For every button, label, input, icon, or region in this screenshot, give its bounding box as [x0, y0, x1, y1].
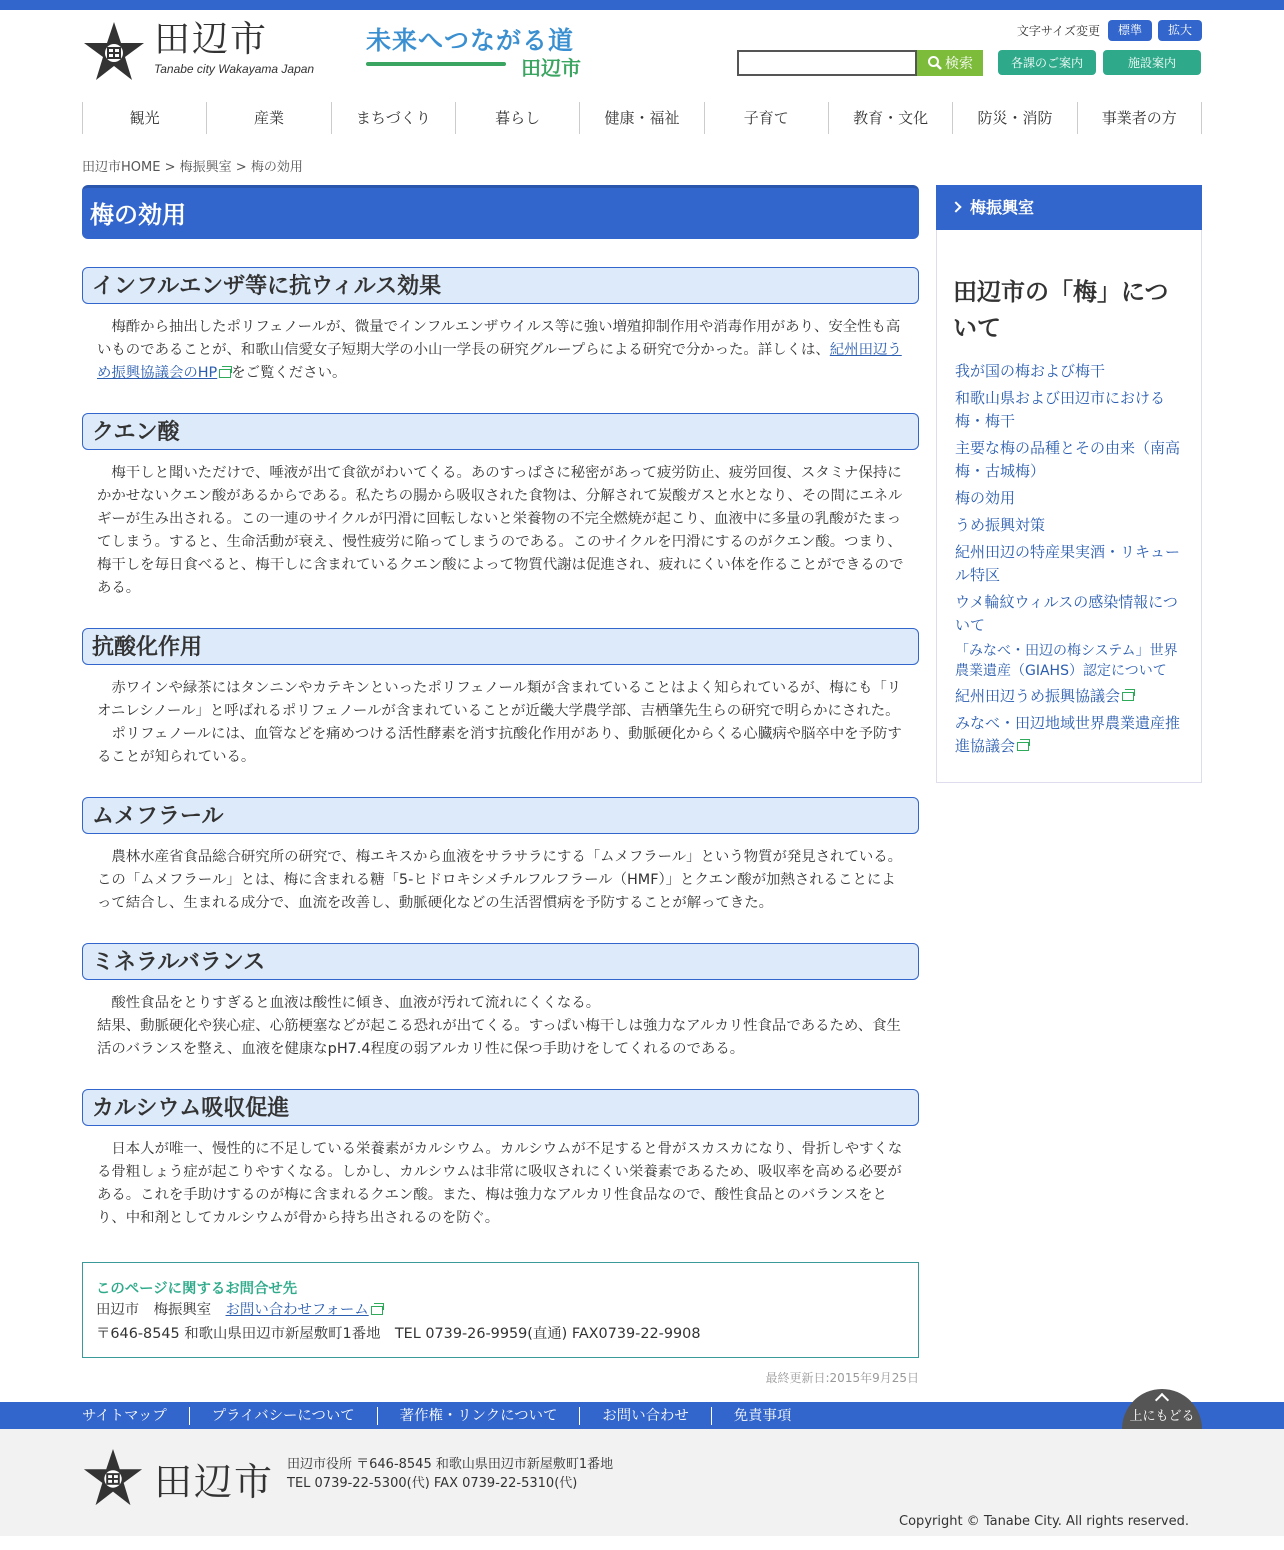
breadcrumb-separator: > — [160, 160, 180, 175]
banner-slogan: 未来へつながる道 — [366, 26, 575, 55]
section-citric-acid — [82, 413, 919, 600]
nav-item-tourism[interactable]: 観光 — [83, 102, 207, 134]
section-antioxidant — [82, 628, 919, 769]
sidebar-link[interactable]: ウメ輪紋ウィルスの感染情報について — [955, 593, 1178, 634]
breadcrumb-separator: > — [231, 160, 251, 175]
section-antivirus — [82, 267, 919, 385]
sidebar-body — [936, 230, 1202, 783]
section-text: 農林水産省食品総合研究所の研究で、梅エキスから血液をサラサラにする「ムメフラール」という物質が発見されている。この「ムメフラール」とは、梅に含まれる糖「5-ヒドロキシメチルフルフラール（HMF）」とクエン酸が加熱されることによって結合し、生まれる成分で、血流を改善し、動脈硬化などの生活習慣病を予防することが解ってきた。 — [97, 849, 903, 911]
section-mumefural — [82, 797, 919, 915]
banner-city: 田辺市 — [521, 56, 581, 80]
font-size-control — [1017, 20, 1202, 41]
breadcrumb — [82, 156, 1202, 176]
contact-dept-name: 田辺市 梅振興室 — [96, 1302, 226, 1318]
logo-name: 田辺市 — [154, 19, 269, 60]
sidebar-link[interactable]: 我が国の梅および梅干 — [955, 362, 1106, 380]
section-heading: インフルエンザ等に抗ウィルス効果 — [82, 267, 919, 304]
section-heading: カルシウム吸収促進 — [82, 1089, 919, 1126]
font-standard-button[interactable]: 標準 — [1108, 20, 1152, 41]
sidebar-link-external[interactable] — [953, 712, 1187, 758]
search-icon — [927, 55, 943, 71]
sidebar-link[interactable]: うめ振興対策 — [955, 516, 1046, 534]
footer-info — [287, 1455, 613, 1493]
footer-link-sitemap[interactable]: サイトマップ — [82, 1407, 167, 1424]
sidebar — [936, 185, 1202, 783]
site-footer — [0, 1429, 1284, 1536]
external-link-icon — [1017, 742, 1029, 751]
contact-heading: このページに関するお問合せ先 — [96, 1281, 298, 1297]
contact-box — [82, 1262, 919, 1358]
footer-nav — [0, 1402, 1284, 1429]
external-link-icon — [1122, 692, 1134, 701]
nav-item-industry[interactable]: 産業 — [207, 102, 331, 134]
logo-subtitle: Tanabe city Wakayama Japan — [154, 62, 315, 76]
section-calcium — [82, 1089, 919, 1230]
footer-link-privacy[interactable]: プライバシーについて — [189, 1407, 377, 1425]
inquiry-form-link[interactable] — [226, 1302, 383, 1318]
nav-item-disaster[interactable]: 防災・消防 — [953, 102, 1077, 134]
back-to-top-button[interactable] — [1122, 1389, 1202, 1429]
global-nav — [82, 102, 1202, 134]
sidebar-link[interactable]: 和歌山県および田辺市における梅・梅干 — [955, 389, 1166, 430]
sidebar-link-label: みなべ・田辺地域世界農業遺産推進協議会 — [955, 714, 1181, 755]
banner-road-line — [366, 62, 506, 66]
sidebar-link[interactable]: 「みなべ・田辺の梅システム」世界農業遺産（GIAHS）認定について — [955, 643, 1178, 679]
contact-dept — [96, 1299, 905, 1322]
chevron-right-icon — [950, 201, 961, 212]
contact-address: 〒646-8545 和歌山県田辺市新屋敷町1番地 TEL 0739-26-9959(直通) FAX0739-22-9908 — [96, 1326, 701, 1342]
section-text-part: をご覧ください。 — [231, 365, 347, 381]
section-text: 結果、動脈硬化や狭心症、心筋梗塞などが起こる恐れが出てくる。すっぱい梅干しは強力なアルカリ性食品であるため、食生活のバランスを整え、血液を健康なpH7.4程度の弱アルカリ性に保つ手助けをしてくれるのである。 — [97, 1018, 901, 1057]
external-link-icon — [371, 1306, 383, 1315]
site-search — [737, 50, 983, 76]
sidebar-links — [953, 360, 1187, 758]
search-input[interactable] — [737, 50, 917, 76]
city-emblem-icon — [82, 20, 146, 84]
section-text — [82, 304, 919, 385]
footer-address: 田辺市役所 〒646-8545 和歌山県田辺市新屋敷町1番地 — [287, 1457, 614, 1472]
external-link-icon — [219, 369, 231, 378]
sidebar-link-external[interactable] — [953, 685, 1187, 708]
footer-link-contact[interactable]: お問い合わせ — [579, 1407, 710, 1425]
facility-guide-button[interactable]: 施設案内 — [1103, 50, 1201, 75]
section-text: 酸性食品をとりすぎると血液は酸性に傾き、血液が汚れて流れにくくなる。 — [111, 995, 601, 1011]
section-text-part: 梅酢から抽出したポリフェノールが、微量でインフルエンザウイルス等に強い増殖抑制作用や消毒作用があり、安全性も高いものであることが、和歌山信愛女子短期大学の小山一学長の研究グループらによる研究で分かった。詳しくは、 — [97, 319, 901, 358]
section-heading: 抗酸化作用 — [82, 628, 919, 665]
back-to-top-label: 上にもどる — [1129, 1409, 1195, 1424]
footer-logo — [82, 1447, 274, 1509]
breadcrumb-current: 梅の効用 — [250, 160, 303, 175]
search-button-label: 検索 — [945, 55, 973, 71]
section-text: 赤ワインや緑茶にはタンニンやカテキンといったポリフェノール類が含まれていることはよく知られているが、梅にも「リオニレシノール」と呼ばれるポリフェノールが含まれていることが近畿大学農学部、吉栖肇先生らの研究で明らかにされた。 — [97, 680, 902, 719]
sidebar-link[interactable]: 主要な梅の品種とその由来（南高梅・古城梅） — [955, 439, 1181, 480]
footer-tel: TEL 0739-22-5300(代) FAX 0739-22-5310(代) — [287, 1476, 578, 1491]
top-accent-bar — [0, 0, 1284, 10]
section-text: 梅干しと聞いただけで、唾液が出て食欲がわいてくる。あのすっぱさに秘密があって疲労防止、疲労回復、スタミナ保持にかかせないクエン酸があるからである。私たちの腸から吸収された食物は、分解されて炭酸ガスと水となり、その間にエネルギーが生み出される。この一連のサイクルが円滑に回転しないと栄養物の不完全燃焼が起こり、血液中に多量の乳酸がたまってしまう。すると、生命活動が衰え、慢性疲労に陥ってしまうのである。このサイクルを円滑にするのがクエン酸。つまり、梅干しを毎日食べると、梅干しに含まれているクエン酸によって物質代謝は促進され、疲れにくい体を作ることができるのである。 — [97, 465, 904, 596]
site-logo[interactable] — [82, 20, 314, 84]
nav-item-business[interactable]: 事業者の方 — [1078, 102, 1202, 134]
footer-link-copyright[interactable]: 著作権・リンクについて — [377, 1407, 580, 1425]
sidebar-title: 田辺市の「梅」について — [953, 278, 1169, 342]
page-title: 梅の効用 — [82, 185, 919, 239]
sidebar-link-label: 紀州田辺うめ振興協議会 — [955, 687, 1121, 705]
section-mineral-balance — [82, 943, 919, 1061]
sidebar-link[interactable]: 梅の効用 — [955, 489, 1016, 507]
nav-item-childcare[interactable]: 子育て — [705, 102, 829, 134]
font-large-button[interactable]: 拡大 — [1158, 20, 1202, 41]
arrow-up-icon — [1155, 1393, 1169, 1407]
section-text: ポリフェノールには、血管などを痛めつける活性酵素を消す抗酸化作用があり、動脈硬化からくる心臓病や脳卒中を予防することが知られている。 — [97, 726, 902, 765]
footer-city-name: 田辺市 — [154, 1459, 275, 1504]
copyright: Copyright © Tanabe City. All rights reserved. — [899, 1514, 1189, 1529]
footer-link-disclaimer[interactable]: 免責事項 — [711, 1407, 814, 1425]
breadcrumb-home[interactable]: 田辺市HOME — [82, 160, 161, 175]
section-text: 日本人が唯一、慢性的に不足している栄養素がカルシウム。カルシウムが不足すると骨がスカスカになり、骨折しやすくなる骨粗しょう症が起こりやすくなる。しかし、カルシウムは非常に吸収されにくい栄養素であるため、吸収率を高める必要がある。これを手助けするのが梅に含まれるクエン酸。また、梅は強力なアルカリ性食品なので、酸性食品とのバランスをとり、中和剤としてカルシウムが骨から持ち出されるのを防ぐ。 — [97, 1141, 903, 1226]
section-heading: ムメフラール — [82, 797, 919, 834]
inquiry-form-label: お問い合わせフォーム — [225, 1302, 369, 1318]
nav-item-town[interactable]: まちづくり — [332, 102, 456, 134]
site-header — [82, 10, 1202, 100]
sidebar-header[interactable] — [936, 185, 1202, 230]
ume-council-link-label: 紀州田辺うめ振興協議会のHP — [97, 342, 902, 381]
sidebar-header-label: 梅振興室 — [970, 198, 1035, 217]
sidebar-link[interactable]: 紀州田辺の特産果実酒・リキュール特区 — [955, 543, 1181, 584]
main-content — [82, 185, 919, 1386]
font-size-label: 文字サイズ変更 — [1016, 24, 1100, 38]
nav-item-living[interactable]: 暮らし — [456, 102, 580, 134]
dept-guide-button[interactable]: 各課のご案内 — [998, 50, 1096, 75]
section-heading: ミネラルバランス — [82, 943, 919, 980]
slogan-banner[interactable] — [366, 26, 581, 78]
city-emblem-icon — [82, 1447, 144, 1509]
nav-item-health[interactable]: 健康・福祉 — [580, 102, 704, 134]
last-updated: 最終更新日:2015年9月25日 — [765, 1371, 919, 1385]
section-heading: クエン酸 — [82, 413, 919, 450]
breadcrumb-parent[interactable]: 梅振興室 — [179, 160, 232, 175]
nav-item-education[interactable]: 教育・文化 — [829, 102, 953, 134]
search-button[interactable] — [917, 50, 983, 76]
